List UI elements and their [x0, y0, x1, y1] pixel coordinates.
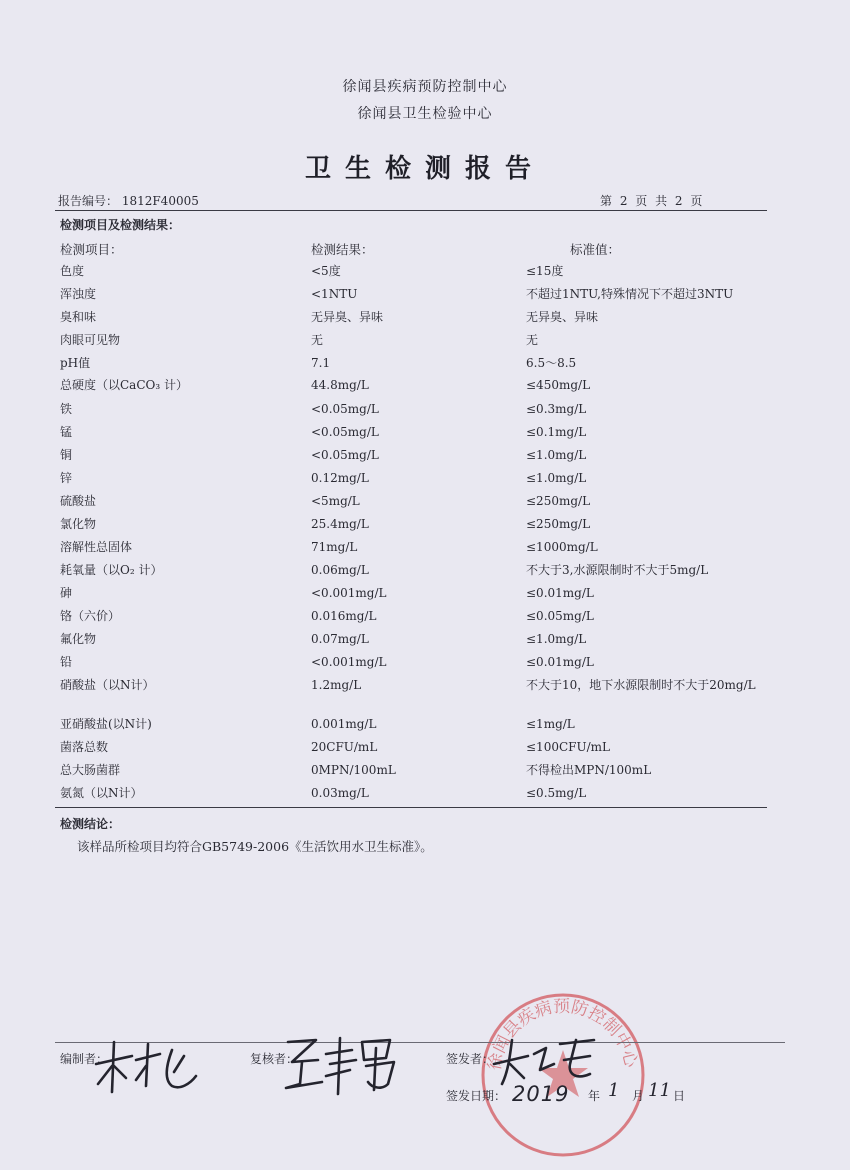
row-standard: ≤450mg/L: [526, 378, 591, 392]
row-standard: ≤1.0mg/L: [526, 632, 587, 646]
row-result: <5度: [311, 264, 341, 278]
column-header-item: 检测项目：: [60, 242, 123, 257]
row-item: 砷: [60, 586, 73, 600]
row-result: 20CFU/mL: [311, 740, 378, 754]
row-standard: ≤0.5mg/L: [526, 786, 587, 800]
row-item: 色度: [60, 264, 85, 278]
row-result: 无: [311, 333, 324, 347]
row-standard: 不大于3,水源限制时不大于5mg/L: [526, 563, 709, 577]
row-standard: ≤0.05mg/L: [526, 609, 594, 623]
row-result: <5mg/L: [311, 494, 360, 508]
row-item: 浑浊度: [60, 287, 97, 301]
results-divider: [55, 807, 767, 808]
issue-date-month-suffix: 月: [632, 1089, 645, 1103]
results-section-title: 检测项目及检测结果：: [60, 218, 181, 232]
header-divider: [55, 210, 767, 211]
row-item: 氟化物: [60, 632, 97, 646]
row-standard: 无: [526, 333, 539, 347]
row-item: 硝酸盐（以N计）: [60, 678, 155, 692]
row-result: <1NTU: [311, 287, 358, 301]
issue-date-label: 签发日期：: [446, 1089, 507, 1103]
row-result: <0.001mg/L: [311, 655, 387, 669]
row-item: 耗氧量（以O₂ 计）: [60, 563, 163, 577]
row-result: 25.4mg/L: [311, 517, 369, 531]
row-standard: ≤250mg/L: [526, 517, 591, 531]
row-standard: 无异臭、异味: [526, 310, 599, 324]
row-item: 锰: [60, 425, 73, 439]
row-item: 总硬度（以CaCO₃ 计）: [60, 378, 188, 392]
issue-date-month: 1: [608, 1080, 620, 1101]
org-name-secondary: 徐闻县卫生检验中心: [357, 106, 493, 122]
row-item: 氯化物: [60, 517, 97, 531]
row-item: 铜: [60, 448, 73, 462]
reviewer-label: 复核者：: [250, 1052, 299, 1066]
report-title: 卫生检测报告: [304, 154, 545, 184]
issue-date-year: 2019: [512, 1082, 570, 1106]
row-standard: ≤15度: [526, 264, 564, 278]
row-item: 溶解性总固体: [60, 540, 133, 554]
row-item: 亚硝酸盐(以N计): [60, 717, 152, 731]
row-result: 0.016mg/L: [311, 609, 377, 623]
row-result: 0.07mg/L: [311, 632, 369, 646]
row-item: 肉眼可见物: [60, 333, 121, 347]
report-number: 报告编号： 1812F40005: [58, 194, 199, 208]
row-item: 铬（六价）: [60, 609, 121, 623]
row-item: 铁: [60, 402, 73, 416]
row-standard: ≤0.3mg/L: [526, 402, 587, 416]
row-result: <0.05mg/L: [311, 448, 379, 462]
row-result: 无异臭、异味: [311, 310, 384, 324]
row-standard: ≤0.1mg/L: [526, 425, 587, 439]
row-item: 臭和味: [60, 310, 97, 324]
editor-label: 编制者：: [60, 1052, 109, 1066]
row-standard: ≤1.0mg/L: [526, 448, 587, 462]
reviewer-signature: [282, 1032, 398, 1096]
row-result: 7.1: [311, 356, 331, 370]
row-standard: 不得检出MPN/100mL: [526, 763, 652, 777]
issuer-label: 签发者：: [446, 1052, 495, 1066]
page-number: 第 2 页 共 2 页: [600, 194, 705, 208]
row-standard: 不大于10，地下水源限制时不大于20mg/L: [526, 678, 756, 692]
row-item: 铅: [60, 655, 73, 669]
conclusion-text: 该样品所检项目均符合GB5749-2006《生活饮用水卫生标准》。: [77, 839, 433, 854]
row-item: pH值: [60, 356, 91, 370]
row-result: 0.03mg/L: [311, 786, 369, 800]
row-standard: ≤1.0mg/L: [526, 471, 587, 485]
row-result: 0.12mg/L: [311, 471, 369, 485]
org-name-primary: 徐闻县疾病预防控制中心: [342, 79, 508, 95]
row-item: 硫酸盐: [60, 494, 97, 508]
seal-text: 徐闻县疾病预防控制中心: [484, 996, 641, 1072]
row-result: 0.06mg/L: [311, 563, 369, 577]
row-result: 0.001mg/L: [311, 717, 377, 731]
issue-date-day-suffix: 日: [673, 1089, 686, 1103]
row-standard: ≤0.01mg/L: [526, 586, 594, 600]
row-item: 氨氮（以N计）: [60, 786, 143, 800]
column-header-standard: 标准值：: [570, 242, 621, 257]
row-standard: ≤1000mg/L: [526, 540, 598, 554]
row-standard: ≤0.01mg/L: [526, 655, 594, 669]
row-result: 1.2mg/L: [311, 678, 362, 692]
editor-signature: [92, 1036, 204, 1098]
row-standard: 不超过1NTU,特殊情况下不超过3NTU: [526, 287, 734, 301]
row-standard: 6.5～8.5: [526, 356, 577, 370]
row-result: 44.8mg/L: [311, 378, 369, 392]
row-item: 锌: [60, 471, 73, 485]
row-standard: ≤1mg/L: [526, 717, 575, 731]
row-result: <0.05mg/L: [311, 402, 379, 416]
row-result: <0.05mg/L: [311, 425, 379, 439]
row-standard: ≤250mg/L: [526, 494, 591, 508]
row-result: <0.001mg/L: [311, 586, 387, 600]
row-item: 总大肠菌群: [60, 763, 121, 777]
conclusion-title: 检测结论：: [60, 817, 121, 831]
row-result: 71mg/L: [311, 540, 358, 554]
column-header-result: 检测结果：: [311, 242, 374, 257]
issue-date-day: 11: [648, 1080, 671, 1101]
row-item: 菌落总数: [60, 740, 109, 754]
issue-date-year-suffix: 年: [588, 1089, 601, 1103]
row-result: 0MPN/100mL: [311, 763, 396, 777]
row-standard: ≤100CFU/mL: [526, 740, 610, 754]
